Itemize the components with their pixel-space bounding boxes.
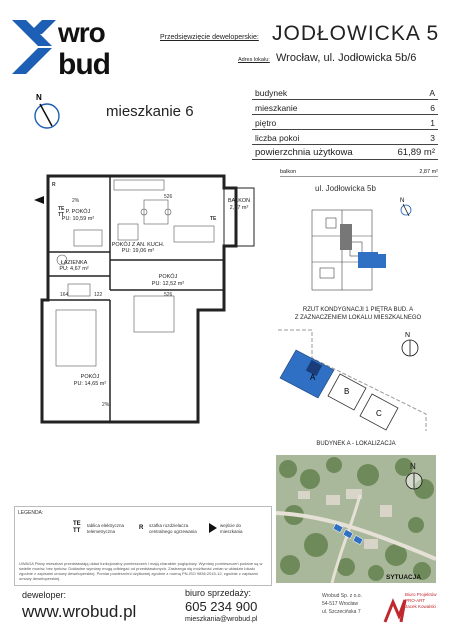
room-area: 2,87 m²	[229, 205, 249, 211]
info-label: mieszkanie	[252, 99, 383, 114]
electric-panel-label: TE	[58, 206, 65, 212]
svg-text:N: N	[410, 462, 416, 471]
architect-line: PRO-ART	[405, 598, 426, 603]
info-row	[252, 99, 438, 114]
company-address	[322, 592, 362, 616]
slope-label: 2%	[72, 198, 80, 204]
info-value: 3	[383, 129, 438, 144]
company-line: ul. Szczecińska 7	[322, 609, 361, 615]
apartment-title: mieszkanie 6	[106, 103, 194, 120]
room-name: P. POKÓJ	[65, 209, 91, 215]
legend-symbol: TE TT	[73, 521, 81, 534]
svg-text:N: N	[400, 198, 405, 204]
wrobud-logo	[12, 12, 142, 82]
architect-line: Jacek Kowalski	[405, 604, 436, 609]
slope-label: 2%	[102, 402, 110, 408]
location-caption: BUDYNEK A - LOKALIZACJA	[316, 441, 396, 447]
legend-text: tablica elektryczna telemetryczna	[87, 523, 125, 534]
info-row	[252, 129, 438, 144]
room-name: POKÓJ	[158, 274, 178, 280]
info-value: 1	[383, 114, 438, 129]
location-north-icon	[402, 332, 418, 356]
balkon-value: 2,87 m²	[419, 169, 438, 175]
company-line: Wrobud Sp. z o.o.	[322, 593, 362, 599]
developer-label-footer: deweloper:	[22, 590, 67, 600]
info-row	[252, 84, 438, 99]
street-label: ul. Jodłowicka 5b	[315, 184, 376, 193]
aerial-map	[276, 455, 436, 583]
keyplan-caption	[268, 306, 448, 322]
svg-text:bud: bud	[58, 48, 110, 81]
keyplan-north-icon	[400, 198, 411, 216]
legend-text: szafka rozdzielacza centralnego ogrzewania	[149, 523, 197, 534]
info-label: liczba pokoi	[252, 129, 383, 144]
architect-line: Biuro Projektów	[405, 592, 437, 597]
room-name: ŁAZIENKA	[60, 260, 88, 266]
legend	[14, 506, 272, 586]
map-caption: SYTUACJA	[386, 574, 422, 581]
dimension-label: 164	[60, 292, 69, 298]
info-label: piętro	[252, 114, 383, 129]
building-a-label: A	[310, 373, 316, 382]
room-area: PU: 12,52 m²	[151, 281, 185, 287]
apartment-floor-plan	[14, 160, 264, 450]
developer-label: Przedsięwzięcie deweloperskie:	[160, 34, 259, 41]
info-row	[252, 144, 438, 159]
dimension-label: 526	[164, 292, 173, 298]
room-area: PU: 19,06 m²	[121, 248, 155, 254]
developer-website-link[interactable]: www.wrobud.pl	[22, 602, 137, 621]
legend-title: LEGENDA:	[18, 510, 44, 516]
dimension-label: 526	[164, 194, 173, 200]
info-value: 6	[383, 99, 438, 114]
sales-email-link[interactable]: mieszkania@wrobud.pl	[185, 616, 258, 623]
sales-phone[interactable]: 605 234 900	[185, 599, 258, 614]
project-title: JODŁOWICKA 5	[272, 22, 440, 45]
keyplan-caption-line-2: Z ZAZNACZENIEM LOKALU MIESZKALNEGO	[294, 315, 422, 321]
building-location-diagram	[276, 328, 436, 433]
aerial-map-image	[276, 455, 436, 583]
svg-text:N: N	[405, 332, 411, 339]
company-line: 54-517 Wrocław	[322, 601, 359, 607]
heating-cabinet-label: R	[52, 182, 56, 188]
legend-note: UWAGA Plany mieszkań przedstawiają układ funkcjonalny pomieszczeń i mają charakter poglądowy. Wymiary pomieszczeń podane są w świetle murów, bez tynków. Dokładne wymiary mogą odbiegać od przedstawionych. Zastrzega się możliwość zmian w układzie lokalu zgodnie z zapisami umowy deweloperskiej. Pomiar powierzchni użytkowej zgodnie z normą PN-ISO 9836:2015-12, zgodnie z zapisami umowy deweloperskiej.	[19, 561, 263, 581]
keyplan-caption-line-1: RZUT KONDYGNACJI 1 PIĘTRA BUD. A	[302, 307, 414, 313]
info-label: budynek	[252, 84, 383, 99]
room-area: PU: 4,67 m²	[59, 266, 89, 272]
entrance-arrow-icon	[34, 196, 44, 204]
north-label: N	[36, 93, 42, 102]
building-b-label: B	[344, 387, 350, 396]
address-value: Wrocław, ul. Jodłowicka 5b/6	[276, 52, 417, 64]
floor-keyplan	[290, 196, 430, 300]
info-label: powierzchnia użytkowa	[252, 144, 383, 159]
room-name: POKÓJ Z AN. KUCH.	[111, 242, 165, 248]
info-value: A	[383, 84, 438, 99]
address-label: Adres lokalu:	[238, 57, 270, 63]
architect-credit	[405, 592, 437, 610]
room-area: PU: 10,59 m²	[61, 216, 95, 222]
telemetric-panel-label: TT	[58, 212, 65, 218]
sales-office-label: biuro sprzedaży:	[185, 588, 252, 598]
legend-symbol: R	[139, 525, 144, 531]
info-row	[252, 114, 438, 129]
info-value: 61,89 m²	[383, 144, 438, 159]
electric-panel-label: TE	[210, 216, 217, 222]
svg-text:wro: wro	[58, 17, 105, 48]
north-arrow-icon	[30, 92, 64, 132]
building-c-label: C	[376, 409, 382, 418]
legend-text: wejście do mieszkania	[220, 523, 243, 534]
entrance-legend-icon	[209, 523, 217, 533]
room-name: POKÓJ	[80, 374, 100, 380]
room-area: PU: 14,65 m²	[73, 381, 107, 387]
balkon-row	[280, 169, 438, 177]
apartment-info-table	[252, 84, 438, 160]
room-name: BALKON	[227, 198, 251, 204]
balkon-label: balkon	[280, 169, 297, 175]
dimension-label: 122	[94, 292, 103, 298]
